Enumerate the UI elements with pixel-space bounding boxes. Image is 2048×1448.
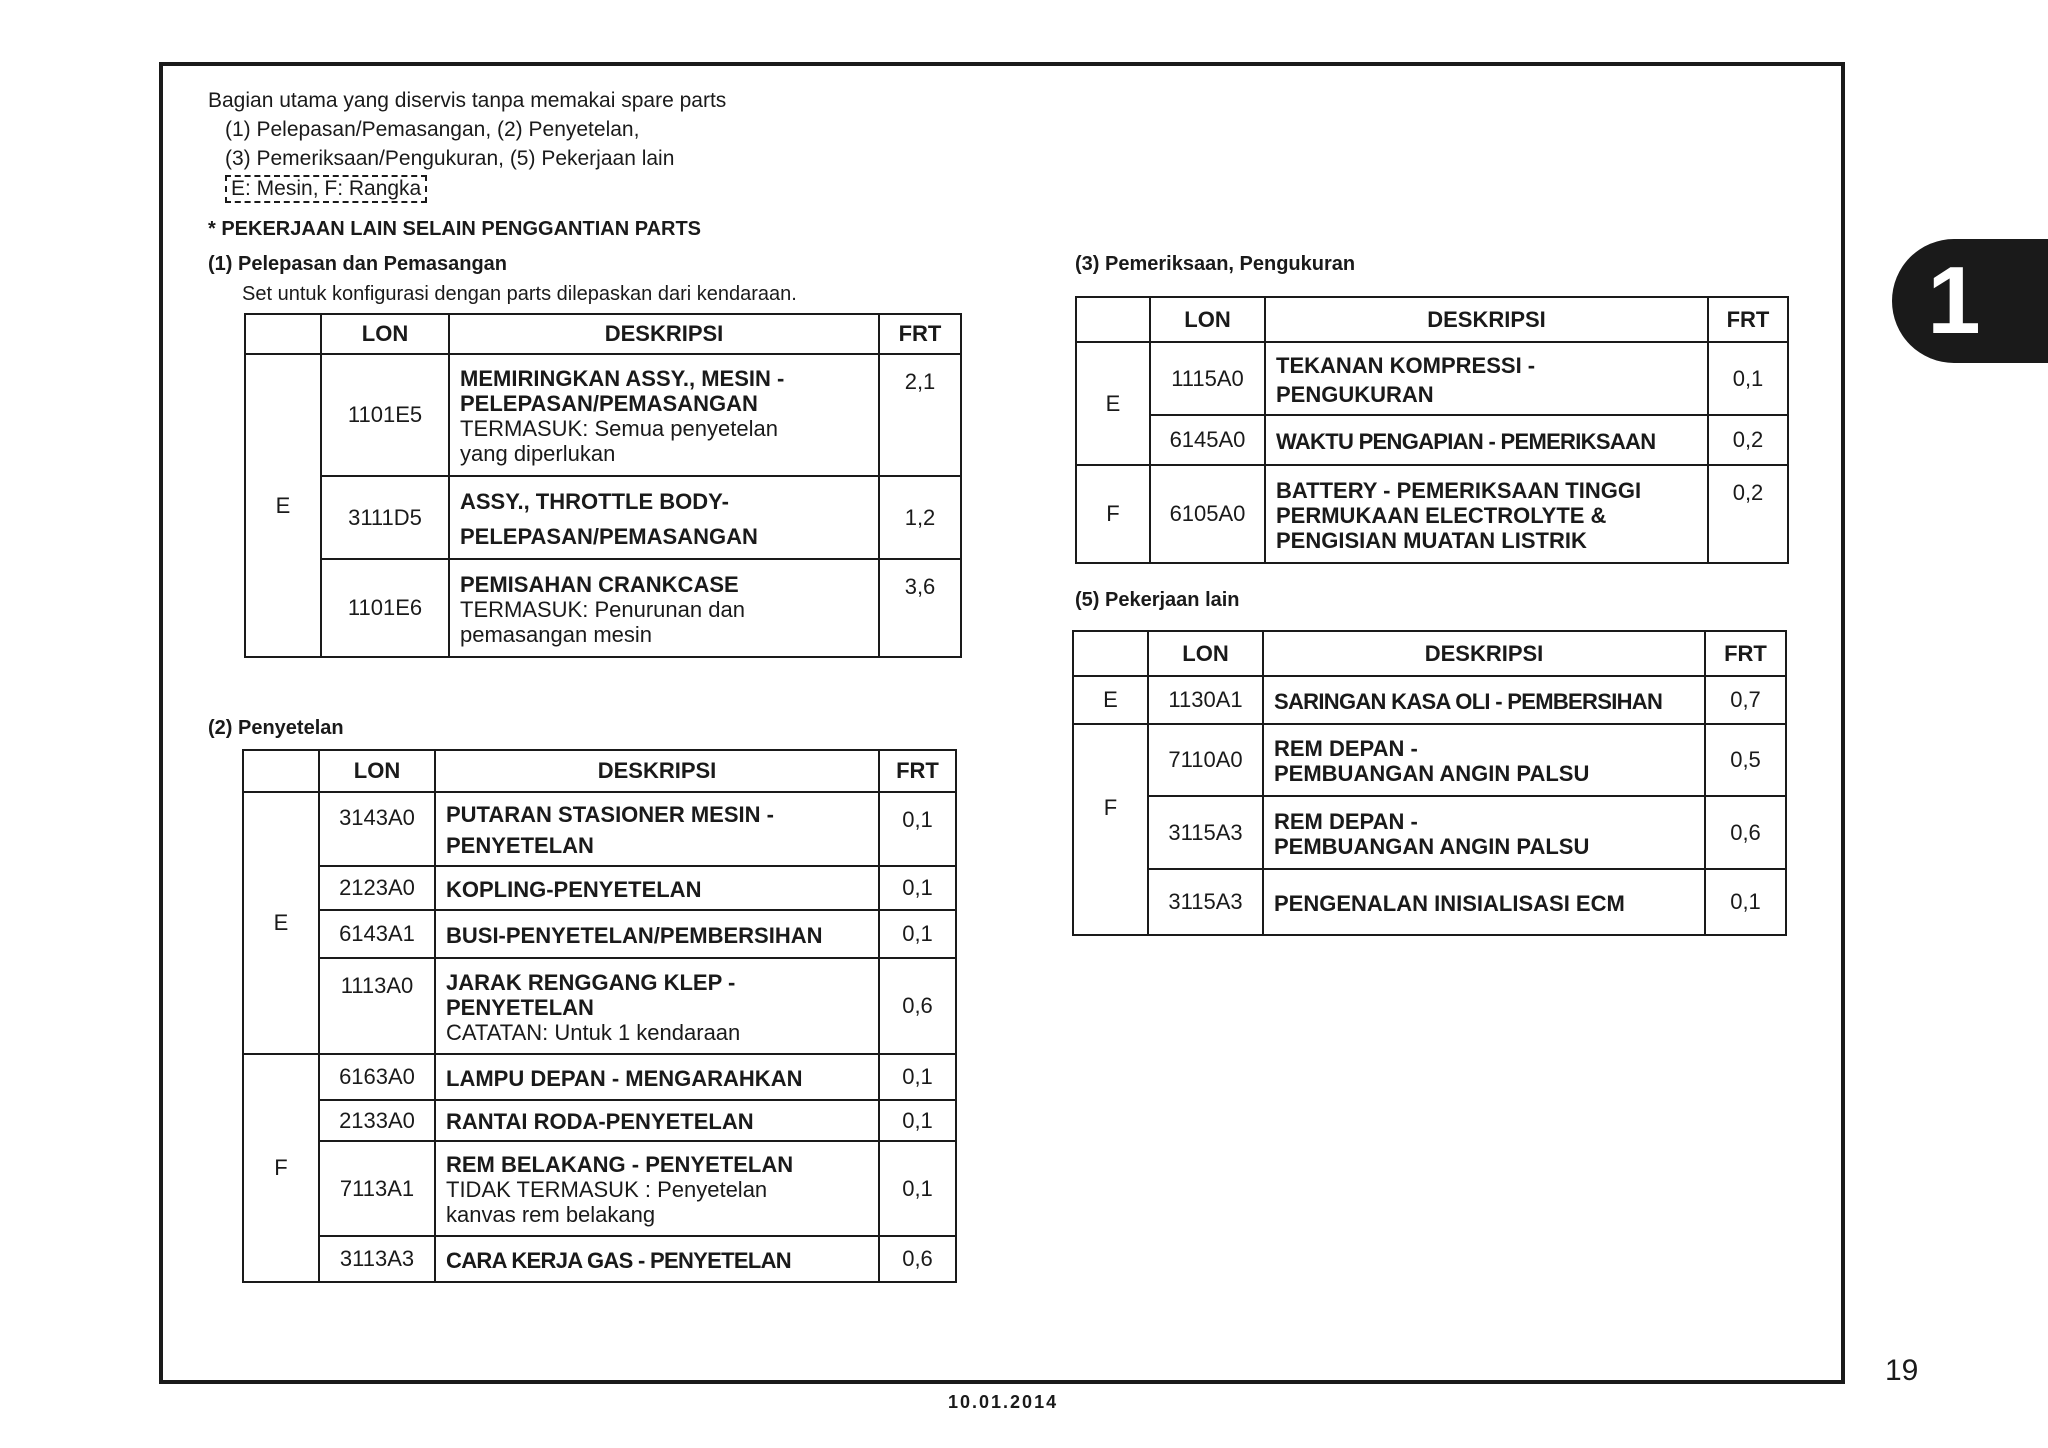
description: LAMPU DEPAN - MENGARAHKAN: [435, 1054, 879, 1100]
lon-code: 7110A0: [1148, 724, 1263, 796]
lon-code: 1101E5: [321, 354, 449, 476]
lon-code: 6105A0: [1150, 465, 1265, 563]
table-pemeriksaan: [1075, 296, 1789, 564]
frt-value: 0,1: [1708, 342, 1788, 415]
group-label: E: [243, 792, 319, 1054]
col-header-lon: LON: [321, 314, 449, 354]
description: PEMISAHAN CRANKCASE TERMASUK: Penurunan dan pemasangan mesin: [449, 559, 879, 657]
table-penyetelan: [242, 749, 957, 1283]
lon-code: 3143A0: [319, 792, 435, 866]
col-header-lon: LON: [1148, 631, 1263, 676]
table-pekerjaan-lain: [1072, 630, 1787, 936]
frt-value: 0,6: [1705, 796, 1786, 869]
description: SARINGAN KASA OLI - PEMBERSIHAN: [1263, 676, 1705, 724]
col-header-desc: DESKRIPSI: [1265, 297, 1708, 342]
section2-title: (2) Penyetelan: [208, 717, 344, 739]
frt-value: 0,1: [879, 910, 956, 958]
lon-code: 2133A0: [319, 1100, 435, 1141]
legend-box: E: Mesin, F: Rangka: [225, 175, 427, 203]
chapter-number: 1: [1927, 247, 1981, 354]
table-row: [243, 1141, 956, 1236]
section1-subtitle: Set untuk konfigurasi dengan parts dilepaskan dari kendaraan.: [242, 283, 797, 305]
frt-value: 0,2: [1708, 465, 1788, 563]
section5-title: (5) Pekerjaan lain: [1075, 589, 1240, 611]
table-row: [1076, 342, 1788, 415]
table-row: [1073, 869, 1786, 935]
footer-date: 10.01.2014: [948, 1392, 1059, 1412]
intro-line-3: (3) Pemeriksaan/Pengukuran, (5) Pekerjaan lain: [225, 147, 675, 170]
lon-code: 3113A3: [319, 1236, 435, 1282]
description: BATTERY - PEMERIKSAAN TINGGI PERMUKAAN ELECTROLYTE & PENGISIAN MUATAN LISTRIK: [1265, 465, 1708, 563]
frt-value: 1,2: [879, 476, 961, 559]
lon-code: 1113A0: [319, 958, 435, 1054]
col-header-frt: FRT: [879, 750, 956, 792]
description: REM DEPAN - PEMBUANGAN ANGIN PALSU: [1263, 724, 1705, 796]
lon-code: 3115A3: [1148, 796, 1263, 869]
frt-value: 0,1: [879, 1100, 956, 1141]
lon-code: 3115A3: [1148, 869, 1263, 935]
intro-text: [208, 86, 726, 203]
lon-code: 1115A0: [1150, 342, 1265, 415]
lon-code: 1130A1: [1148, 676, 1263, 724]
col-header-lon: LON: [319, 750, 435, 792]
col-header-desc: DESKRIPSI: [1263, 631, 1705, 676]
chapter-tab: [1892, 239, 2048, 363]
page-number: 19: [1885, 1354, 1919, 1387]
intro-line-2: (1) Pelepasan/Pemasangan, (2) Penyetelan,: [225, 118, 640, 141]
frt-value: 0,7: [1705, 676, 1786, 724]
description: TEKANAN KOMPRESSI - PENGUKURAN: [1265, 342, 1708, 415]
table-row: [245, 476, 961, 559]
frt-value: 0,6: [879, 1236, 956, 1282]
description: RANTAI RODA-PENYETELAN: [435, 1100, 879, 1141]
col-header-frt: FRT: [1708, 297, 1788, 342]
frt-value: 0,1: [1705, 869, 1786, 935]
group-label: F: [243, 1054, 319, 1282]
frt-value: 0,1: [879, 1141, 956, 1236]
table-row: [243, 792, 956, 866]
description: ASSY., THROTTLE BODY- PELEPASAN/PEMASANGAN: [449, 476, 879, 559]
description: REM DEPAN - PEMBUANGAN ANGIN PALSU: [1263, 796, 1705, 869]
table-row: [1073, 676, 1786, 724]
frt-value: 0,5: [1705, 724, 1786, 796]
lon-code: 6143A1: [319, 910, 435, 958]
col-header-frt: FRT: [1705, 631, 1786, 676]
col-header-frt: FRT: [879, 314, 961, 354]
lon-code: 1101E6: [321, 559, 449, 657]
table-row: [243, 866, 956, 910]
lon-code: 6145A0: [1150, 415, 1265, 465]
table-row: [243, 1054, 956, 1100]
lon-code: 2123A0: [319, 866, 435, 910]
main-heading: * PEKERJAAN LAIN SELAIN PENGGANTIAN PARTS: [208, 218, 702, 240]
table-row: [245, 354, 961, 476]
table-row: [243, 910, 956, 958]
table-row: [1076, 465, 1788, 563]
col-header-lon: LON: [1150, 297, 1265, 342]
frt-value: 0,6: [879, 958, 956, 1054]
lon-code: 3111D5: [321, 476, 449, 559]
frt-value: 3,6: [879, 559, 961, 657]
description: WAKTU PENGAPIAN - PEMERIKSAAN: [1265, 415, 1708, 465]
description: REM BELAKANG - PENYETELAN TIDAK TERMASUK : Penyetelan kanvas rem belakang: [435, 1141, 879, 1236]
frt-value: 0,1: [879, 792, 956, 866]
lon-code: 6163A0: [319, 1054, 435, 1100]
frt-value: 0,2: [1708, 415, 1788, 465]
group-label: E: [1076, 342, 1150, 465]
table-row: [1073, 796, 1786, 869]
table-row: [243, 1100, 956, 1141]
description: JARAK RENGGANG KLEP - PENYETELAN CATATAN: Untuk 1 kendaraan: [435, 958, 879, 1054]
intro-line-1: Bagian utama yang diservis tanpa memakai spare parts: [208, 89, 727, 112]
group-label: E: [1073, 676, 1148, 724]
section1-title: (1) Pelepasan dan Pemasangan: [208, 253, 508, 275]
col-header-desc: DESKRIPSI: [435, 750, 879, 792]
lon-code: 7113A1: [319, 1141, 435, 1236]
frt-value: 0,1: [879, 1054, 956, 1100]
description: MEMIRINGKAN ASSY., MESIN - PELEPASAN/PEMASANGAN TERMASUK: Semua penyetelan yang diperlukan: [449, 354, 879, 476]
frt-value: 0,1: [879, 866, 956, 910]
col-header-desc: DESKRIPSI: [449, 314, 879, 354]
table-row: [243, 1236, 956, 1282]
table-pelepasan: [244, 313, 962, 658]
description: BUSI-PENYETELAN/PEMBERSIHAN: [435, 910, 879, 958]
table-row: [1073, 724, 1786, 796]
group-label: F: [1073, 724, 1148, 935]
table-row: [243, 958, 956, 1054]
group-label: E: [245, 354, 321, 657]
table-row: [245, 559, 961, 657]
frt-value: 2,1: [879, 354, 961, 476]
group-label: F: [1076, 465, 1150, 563]
table-row: [1076, 415, 1788, 465]
section3-title: (3) Pemeriksaan, Pengukuran: [1075, 253, 1356, 275]
description: CARA KERJA GAS - PENYETELAN: [435, 1236, 879, 1282]
description: PUTARAN STASIONER MESIN - PENYETELAN: [435, 792, 879, 866]
description: PENGENALAN INISIALISASI ECM: [1263, 869, 1705, 935]
description: KOPLING-PENYETELAN: [435, 866, 879, 910]
